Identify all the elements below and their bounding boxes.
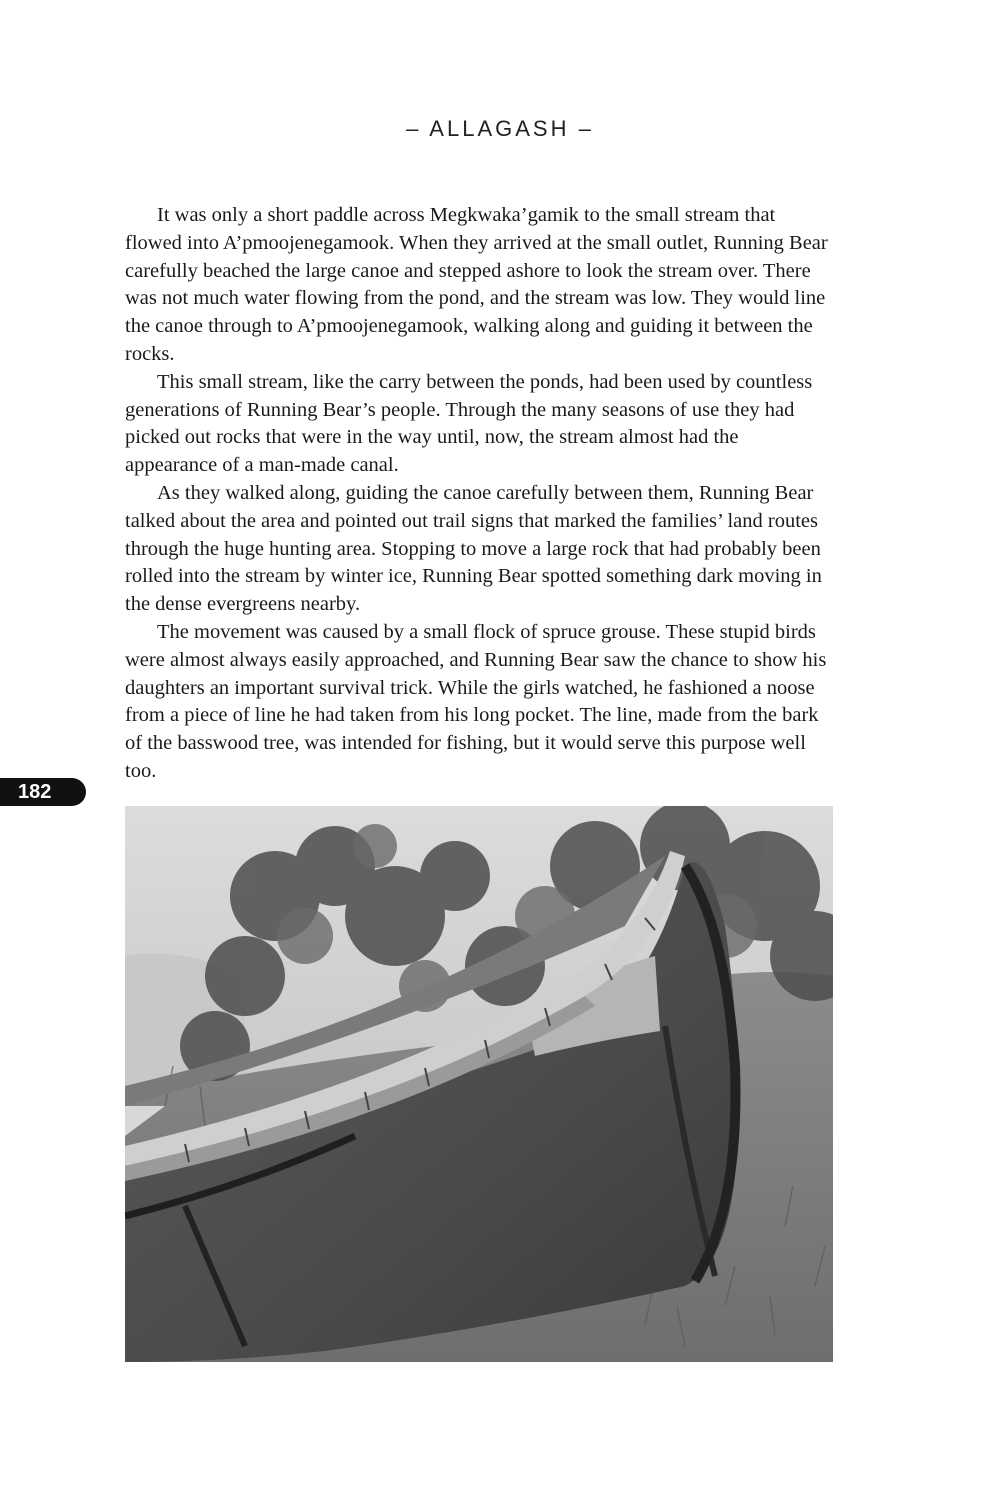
paragraph: This small stream, like the carry between the ponds, had been used by countless generations of Running Bear’s people. Through the many seasons of use they had picked out rocks that were in the way until, now, the stream almost had the appearance of a man-made canal. bbox=[125, 370, 813, 477]
paragraph: As they walked along, guiding the canoe carefully between them, Running Bear talked about the area and pointed out trail signs that marked the families’ land routes through the huge hunting area. Stopping to move a large rock that had probably been rolled into the stream by winter ice, Running Bear spotted something dark moving in the dense evergreens nearby. bbox=[125, 481, 822, 616]
canoe-photograph bbox=[125, 806, 833, 1362]
canoe-photograph-illustration bbox=[125, 806, 833, 1362]
body-text bbox=[125, 202, 835, 786]
paragraph: The movement was caused by a small flock of spruce grouse. These stupid birds were almost always easily approached, and Running Bear saw the chance to show his daughters an important survival trick. While the girls watched, he fashioned a noose from a piece of line he had taken from his long pocket. The line, made from the bark of the basswood tree, was intended for fishing, but it would serve this purpose well too. bbox=[125, 620, 827, 782]
paragraph: It was only a short paddle across Megkwaka’gamik to the small stream that flowed into A’pmoojenegamook. When they arrived at the small outlet, Running Bear carefully beached the large canoe and stepped ashore to look the stream over. There was not much water flowing from the pond, and the stream was low. They would line the canoe through to A’pmoojenegamook, walking along and guiding it between the rocks. bbox=[125, 204, 828, 365]
running-head: – ALLAGASH – bbox=[406, 116, 594, 141]
page-number-tab: 182 bbox=[0, 778, 86, 806]
